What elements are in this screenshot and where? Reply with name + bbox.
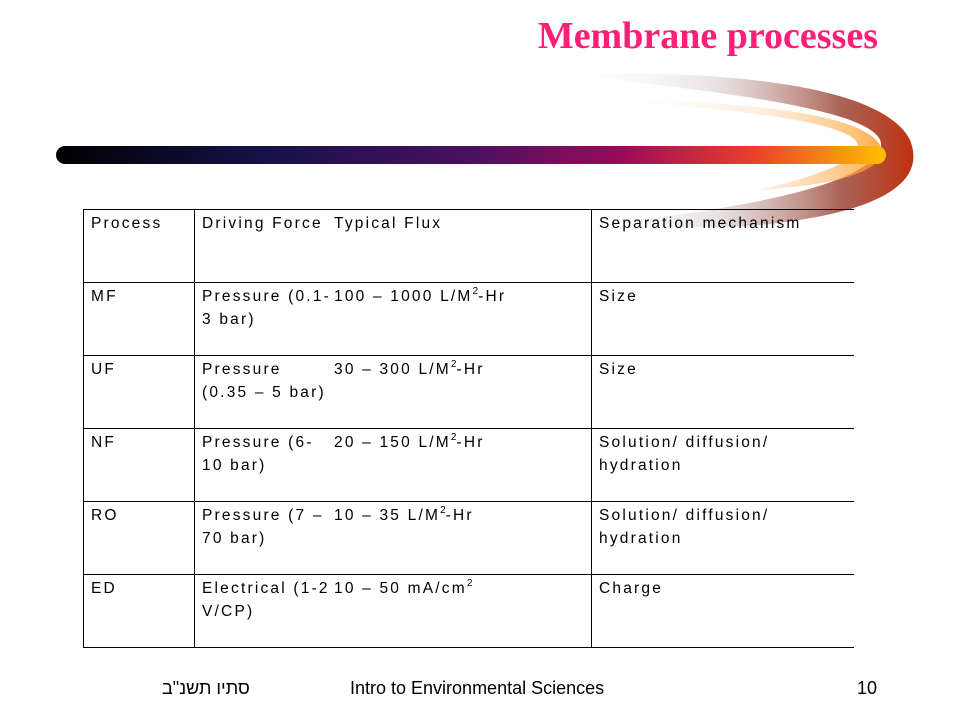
- cell-driving-force: Pressure (7 – 70 bar): [202, 507, 324, 547]
- table-row: [84, 356, 855, 429]
- cell-driving-force: Pressure (6-10 bar): [202, 434, 314, 474]
- header-separation: Separation mechanism: [592, 210, 855, 283]
- membrane-process-table: [83, 209, 854, 648]
- table-header-row: [84, 210, 855, 283]
- cell-flux: 10 – 50 $mA/cm^2$: [334, 578, 473, 597]
- slide-number: 10: [857, 678, 878, 698]
- cell-separation: Solution/ diffusion/ hydration: [592, 502, 855, 575]
- table-row: [84, 283, 855, 356]
- cell-driving-force: Electrical (1-2 V/CP): [202, 580, 330, 620]
- header-driving-force: Driving Force: [202, 215, 323, 232]
- cell-flux: 10 – 35 $L/M^2-Hr$: [334, 505, 474, 524]
- cell-process: RO: [84, 502, 195, 575]
- cell-separation: Solution/ diffusion/ hydration: [592, 429, 855, 502]
- cell-process: UF: [84, 356, 195, 429]
- footer-date: סתיו תשנ"ב: [162, 678, 250, 698]
- cell-separation: Charge: [592, 575, 855, 648]
- cell-flux: 20 – 150 $L/M^2-Hr$: [334, 432, 485, 451]
- cell-separation: Size: [592, 356, 855, 429]
- cell-driving-force: Pressure (0.35 – 5 bar): [202, 361, 326, 401]
- slide-title: Membrane processes: [537, 15, 878, 57]
- header-typical-flux: Typical Flux: [334, 215, 443, 232]
- table-row: [84, 502, 855, 575]
- table-row: [84, 575, 855, 648]
- cell-driving-force: Pressure (0.1-3 bar): [202, 288, 331, 328]
- header-process: Process: [84, 210, 195, 283]
- footer-course-title: Intro to Environmental Sciences: [350, 678, 605, 698]
- table-row: [84, 429, 855, 502]
- header-gradient-bar: [56, 146, 886, 164]
- cell-flux: 100 – 1000 $L/M^2-Hr$: [334, 286, 507, 305]
- cell-flux: 30 – 300 $L/M^2-Hr$: [334, 359, 485, 378]
- cell-process: MF: [84, 283, 195, 356]
- cell-process: ED: [84, 575, 195, 648]
- cell-process: NF: [84, 429, 195, 502]
- cell-separation: Size: [592, 283, 855, 356]
